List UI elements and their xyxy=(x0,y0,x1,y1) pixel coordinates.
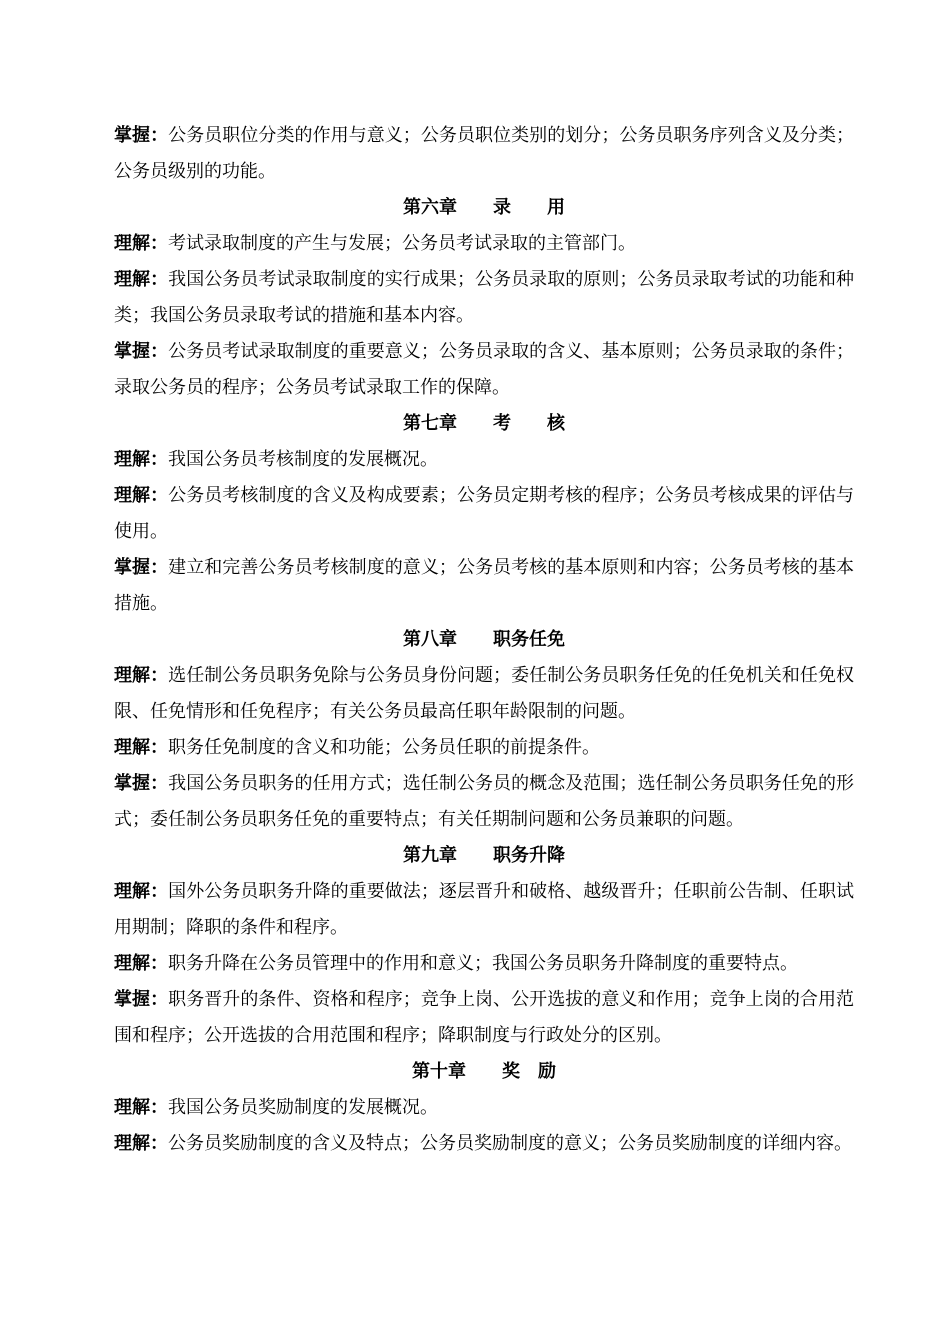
study-item-mastery xyxy=(114,118,854,190)
item-label: 掌握： xyxy=(114,773,169,794)
chapter-7-heading: 第七章 考 核 xyxy=(403,413,565,434)
item-label: 理解： xyxy=(114,737,168,758)
item-label: 理解： xyxy=(114,1133,168,1154)
study-item-mastery xyxy=(114,766,854,838)
item-text: 我国公务员考核制度的发展概况。 xyxy=(168,449,438,470)
study-item-understanding xyxy=(114,730,854,766)
study-item-mastery xyxy=(114,550,854,622)
item-label: 理解： xyxy=(114,881,169,902)
study-item-understanding xyxy=(114,874,854,946)
chapter-9-heading: 第九章 职务升降 xyxy=(403,845,565,866)
study-item-mastery xyxy=(114,334,854,406)
item-text: 职务任免制度的含义和功能；公务员任职的前提条件。 xyxy=(168,737,600,758)
item-text: 建立和完善公务员考核制度的意义；公务员考核的基本原则和内容；公务员考核的基本措施。 xyxy=(114,557,855,614)
item-label: 理解： xyxy=(114,233,168,254)
item-label: 理解： xyxy=(114,449,168,470)
study-item-mastery xyxy=(114,982,854,1054)
study-item-understanding xyxy=(114,1090,854,1126)
item-text: 国外公务员职务升降的重要做法；逐层晋升和破格、越级晋升；任职前公告制、任职试用期制；降职的条件和程序。 xyxy=(114,881,855,938)
item-text: 公务员考试录取制度的重要意义；公务员录取的含义、基本原则；公务员录取的条件；录取公务员的程序；公务员考试录取工作的保障。 xyxy=(114,341,855,398)
study-item-understanding xyxy=(114,946,854,982)
item-text: 职务升降在公务员管理中的作用和意义；我国公务员职务升降制度的重要特点。 xyxy=(168,953,798,974)
item-label: 理解： xyxy=(114,665,169,686)
item-text: 我国公务员奖励制度的发展概况。 xyxy=(168,1097,438,1118)
chapter-6-heading: 第六章 录 用 xyxy=(403,197,565,218)
item-label: 理解： xyxy=(114,485,169,506)
chapter-10-heading: 第十章 奖 励 xyxy=(412,1061,556,1082)
item-label: 掌握： xyxy=(114,341,169,362)
study-item-understanding xyxy=(114,226,854,262)
item-text: 公务员考核制度的含义及构成要素；公务员定期考核的程序；公务员考核成果的评估与使用。 xyxy=(114,485,855,542)
study-item-understanding xyxy=(114,442,854,478)
item-text: 选任制公务员职务免除与公务员身份问题；委任制公务员职务任免的任免机关和任免权限、任免情形和任免程序；有关公务员最高任职年龄限制的问题。 xyxy=(114,665,855,722)
chapter-8-heading: 第八章 职务任免 xyxy=(403,629,565,650)
item-label: 掌握： xyxy=(114,989,169,1010)
item-text: 公务员职位分类的作用与意义；公务员职位类别的划分；公务员职务序列含义及分类；公务员级别的功能。 xyxy=(114,125,855,182)
item-label: 理解： xyxy=(114,1097,168,1118)
item-text: 职务晋升的条件、资格和程序；竞争上岗、公开选拔的意义和作用；竞争上岗的合用范围和程序；公开选拔的合用范围和程序；降职制度与行政处分的区别。 xyxy=(114,989,855,1046)
item-text: 公务员奖励制度的含义及特点；公务员奖励制度的意义；公务员奖励制度的详细内容。 xyxy=(168,1133,852,1154)
item-text: 考试录取制度的产生与发展；公务员考试录取的主管部门。 xyxy=(168,233,636,254)
study-item-understanding xyxy=(114,262,854,334)
item-label: 理解： xyxy=(114,269,169,290)
item-label: 理解： xyxy=(114,953,168,974)
document-body xyxy=(114,118,854,1162)
item-text: 我国公务员职务的任用方式；选任制公务员的概念及范围；选任制公务员职务任免的形式；委任制公务员职务任免的重要特点；有关任期制问题和公务员兼职的问题。 xyxy=(114,773,855,830)
study-item-understanding xyxy=(114,478,854,550)
item-text: 我国公务员考试录取制度的实行成果；公务员录取的原则；公务员录取考试的功能和种类；我国公务员录取考试的措施和基本内容。 xyxy=(114,269,855,326)
item-label: 掌握： xyxy=(114,557,169,578)
study-item-understanding xyxy=(114,1126,854,1162)
item-label: 掌握： xyxy=(114,125,169,146)
study-item-understanding xyxy=(114,658,854,730)
